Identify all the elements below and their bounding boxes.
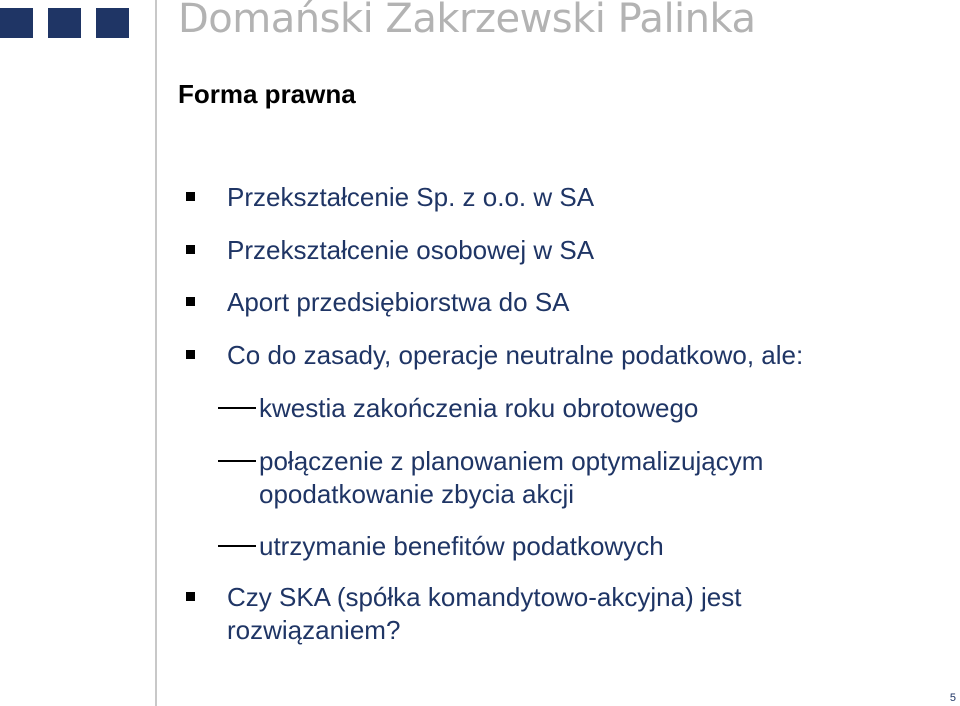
bullet-item: Przekształcenie osobowej w SA	[227, 235, 595, 265]
slide-title: Forma prawna	[178, 79, 356, 109]
dash-icon	[218, 407, 256, 409]
sub-bullet-item: połączenie z planowaniem optymalizującym	[259, 446, 764, 476]
bullet-item: Aport przedsiębiorstwa do SA	[227, 287, 570, 317]
bullet-item: Czy SKA (spółka komandytowo-akcyjna) jest	[227, 582, 742, 612]
bullet-square-icon	[186, 192, 195, 201]
dash-icon	[218, 545, 256, 547]
brand-name: Domański Zakrzewski Palinka	[178, 0, 756, 42]
bullet-item: Co do zasady, operacje neutralne podatkowo, ale:	[227, 340, 804, 370]
bullet-square-icon	[186, 592, 195, 601]
sub-bullet-item: utrzymanie benefitów podatkowych	[259, 531, 664, 561]
logo-square-3	[96, 8, 129, 38]
logo-square-2	[48, 8, 81, 38]
bullet-square-icon	[186, 245, 195, 254]
bullet-item: Przekształcenie Sp. z o.o. w SA	[227, 182, 595, 212]
bullet-item-continuation: rozwiązaniem?	[227, 615, 401, 645]
sub-bullet-item-continuation: opodatkowanie zbycia akcji	[259, 479, 575, 509]
bullet-square-icon	[186, 297, 195, 306]
logo-square-1	[0, 8, 33, 38]
sub-bullet-item: kwestia zakończenia roku obrotowego	[259, 393, 699, 423]
vertical-divider	[155, 0, 157, 706]
bullet-square-icon	[186, 350, 195, 359]
page-number: 5	[949, 692, 956, 704]
dash-icon	[218, 460, 256, 462]
